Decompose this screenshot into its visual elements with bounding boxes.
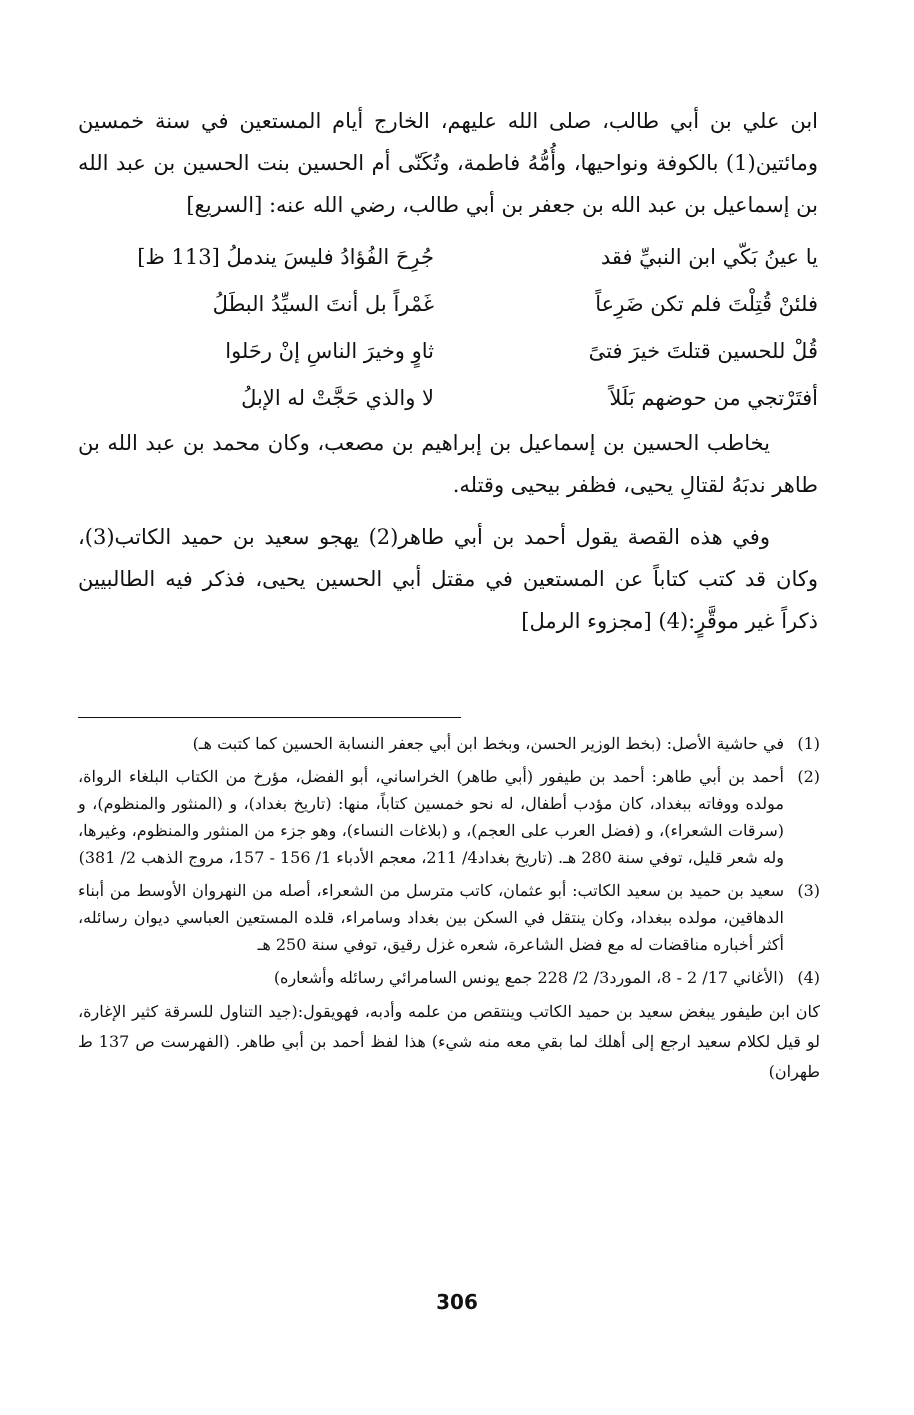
- footnote-number: (4): [797, 968, 820, 987]
- footnote-number: (1): [797, 734, 820, 753]
- footnote: [78, 964, 820, 991]
- footnote-separator: [78, 717, 461, 718]
- verse-line: [78, 375, 818, 422]
- verse-second-hemistich: غَمْراً بل أنتَ السيِّدُ البطَلُ: [212, 292, 434, 316]
- verse-first-hemistich: فلئنْ قُتِلْتَ فلم تكن ضَرِعاً: [595, 292, 818, 316]
- footnote-text: سعيد بن حميد بن سعيد الكاتب: أبو عثمان، كاتب مترسل من الشعراء، أصله من النهروان الأوسط من أبناء الدهاقين، مولده ببغداد، وكان ينتقل في السكن بين بغداد وسامراء، قلده المستعين العباسي ديوان رسائله، أكثر أخباره مناقضات له مع فضل الشاعرة، شعره غزل رقيق، توفي سنة 250 هـ: [78, 881, 784, 954]
- footnote: [78, 877, 820, 958]
- footnote-number: (2): [797, 767, 820, 786]
- verse-second-hemistich: ثاوٍ وخيرَ الناسِ إنْ رحَلوا: [225, 339, 434, 363]
- paragraph-intro: ابن علي بن أبي طالب، صلى الله عليهم، الخارج أيام المستعين في سنة خمسين ومائتين(1) بالكوفة ونواحيها، وأُمُّهُ فاطمة، وتُكَنّى أم الحسين بنت الحسين بن عبد الله بن إسماعيل بن عبد الله بن جعفر بن أبي طالب، رضي الله عنه: [السريع]: [78, 109, 819, 217]
- main-text: [78, 100, 818, 642]
- verse-first-hemistich: قُلْ للحسين قتلتَ خيرَ فتىً: [588, 339, 818, 363]
- footnote-text: في حاشية الأصل: (بخط الوزير الحسن، وبخط ابن أبي جعفر النسابة الحسين كما كتبت هـ): [192, 734, 784, 753]
- paragraph-commentary: يخاطب الحسين بن إسماعيل بن إبراهيم بن مصعب، وكان محمد بن عبد الله بن طاهر ندبَهُ لقتالِ يحيى، فظفر بيحيى وقتله.: [78, 431, 818, 497]
- verse-second-hemistich: جُرِحَ الفُؤادُ فليسَ يندملُ [113 ظ]: [137, 245, 434, 269]
- footnote-text: (الأغاني 17/ 2 - 8، المورد3/ 2/ 228 جمع يونس السامرائي رسائله وأشعاره): [273, 968, 784, 987]
- footnote-number: (3): [797, 881, 820, 900]
- verse-line: [78, 234, 818, 281]
- verse-first-hemistich: أفتَرْتجي من حوضهم بَلَلاً: [609, 386, 818, 410]
- footnotes: [78, 730, 820, 1087]
- page-number: 306: [436, 1290, 478, 1314]
- verse-line: [78, 328, 818, 375]
- footnote-text: أحمد بن أبي طاهر: أحمد بن طيفور (أبي طاهر) الخراساني، أبو الفضل، مؤرخ من الكتاب البلغاء الرواة، مولده ووفاته ببغداد، كان مؤدب أطفال، له نحو خمسين كتاباً، منها: (تاريخ بغداد)، و (المنثور والمنظوم)، و (سرقات الشعراء)، و (فضل العرب على العجم)، و (بلاغات النساء)، وهو جزء من المنثور والمنظوم، وغيرها، وله شعر قليل، توفي سنة 280 هـ. (تاريخ بغداد4/ 211، معجم الأدباء 1/ 156 - 157، مروج الذهب 2/ 381): [78, 767, 784, 867]
- verse-line: [78, 281, 818, 328]
- footnote: [78, 763, 820, 871]
- verse-second-hemistich: لا والذي حَجَّتْ له الإبلُ: [241, 386, 434, 410]
- paragraph-story: وفي هذه القصة يقول أحمد بن أبي طاهر(2) يهجو سعيد بن حميد الكاتب(3)، وكان قد كتب كتاباً عن المستعين في مقتل أبي الحسين يحيى، فذكر فيه الطالبيين ذكراً غير موقَّرٍ:(4) [مجزوء الرمل]: [78, 525, 818, 633]
- footnote: [78, 730, 820, 757]
- verse-first-hemistich: يا عينُ بَكّي ابن النبيِّ فقد: [600, 245, 818, 269]
- footnote-continuation: كان ابن طيفور يبغض سعيد بن حميد الكاتب وينتقص من علمه وأدبه، فهويقول:(جيد التناول للسرقة كثير الإغارة، لو قيل لكلام سعيد ارجع إلى أهلك لما بقي معه منه شيء) هذا لفظ أحمد بن أبي طاهر. (الفهرست ص 137 ط طهران): [78, 1002, 821, 1081]
- poem: [78, 234, 818, 422]
